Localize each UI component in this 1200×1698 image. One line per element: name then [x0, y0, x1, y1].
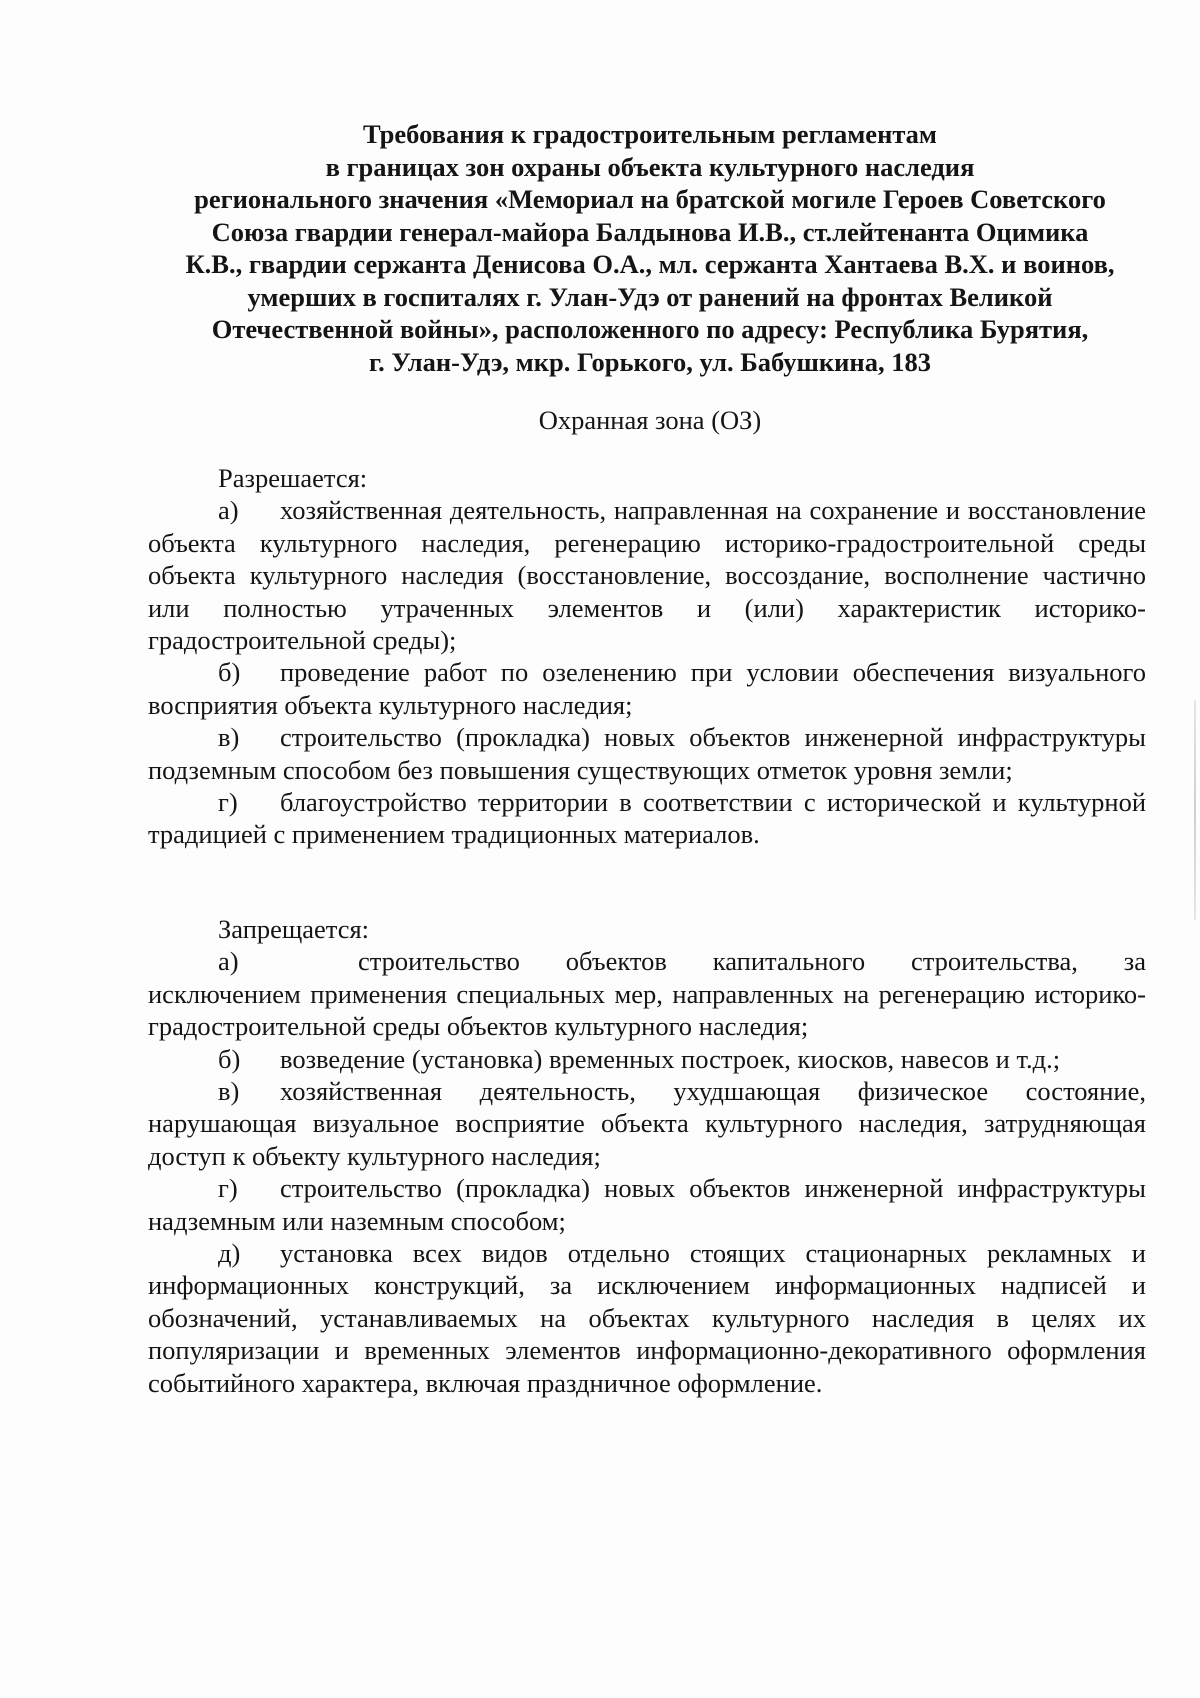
document-title: [140, 118, 1160, 378]
title-line: г. Улан-Удэ, мкр. Горького, ул. Бабушкина, 183: [369, 346, 931, 377]
item-marker: а): [218, 495, 239, 526]
forbidden-heading: Запрещается:: [218, 914, 370, 944]
title-line: Требования к градостроительным регламентам: [363, 119, 937, 149]
item-marker: б): [218, 1043, 241, 1074]
forbidden-section: [148, 913, 1146, 1399]
item-text: хозяйственная деятельность, направленная на сохранение и восстановление объекта культурного наследия, регенерацию историко-градостроительной среды объекта культурного наследия (восстановление, воссоздание, восполнение частично или полностью утраченных элементов и (или) характеристик историко-градостроительной среды);: [148, 495, 1146, 656]
forbidden-item-d: [148, 1237, 1146, 1399]
forbidden-item-b: [148, 1043, 1146, 1075]
item-text: хозяйственная деятельность, ухудшающая физическое состояние, нарушающая визуальное восприятие объекта культурного наследия, затрудняющая доступ к объекту культурного наследия;: [148, 1076, 1146, 1171]
item-marker: д): [218, 1238, 241, 1269]
item-marker: г): [218, 787, 238, 818]
title-line: умерших в госпиталях г. Улан-Удэ от ранений на фронтах Великой: [247, 281, 1053, 312]
allowed-item-b: [148, 656, 1146, 721]
item-text: благоустройство территории в соответствии с исторической и культурной традицией с применением традиционных материалов.: [148, 787, 1146, 850]
item-marker: в): [218, 722, 240, 753]
item-text: проведение работ по озеленению при условии обеспечения визуального восприятия объекта культурного наследия;: [148, 657, 1146, 720]
title-line: Союза гвардии генерал-майора Балдынова И.В., ст.лейтенанта Оцимика: [211, 216, 1089, 247]
item-text: строительство (прокладка) новых объектов инженерной инфраструктуры подземным способом без повышения существующих отметок уровня земли;: [148, 722, 1146, 785]
forbidden-item-v: [148, 1075, 1146, 1172]
zone-title: Охранная зона (ОЗ): [538, 405, 762, 435]
item-marker: в): [218, 1076, 240, 1107]
item-marker: а): [218, 946, 239, 977]
forbidden-item-a: [148, 945, 1146, 1042]
item-marker: б): [218, 657, 241, 688]
item-text: установка всех видов отдельно стоящих стационарных рекламных и информационных конструкций, за исключением информационных надписей и обозначений, устанавливаемых на объектах культурного наследия в целях их популяризации и временных элементов информационно-декоративного оформления событийного характера, включая праздничное оформление.: [148, 1238, 1146, 1398]
allowed-section: [148, 462, 1146, 851]
scan-edge-shadow: [1194, 700, 1196, 920]
item-text: строительство объектов капитального строительства, за исключением применения специальных мер, направленных на регенерацию историко-градостроительной среды объектов культурного наследия;: [148, 946, 1146, 1042]
title-line: К.В., гвардии сержанта Денисова О.А., мл. сержанта Хантаева В.Х. и воинов,: [185, 249, 1115, 279]
allowed-item-g: [148, 786, 1146, 851]
title-line: в границах зон охраны объекта культурного наследия: [325, 151, 975, 182]
title-line: регионального значения «Мемориал на братской могиле Героев Советского: [194, 184, 1106, 214]
allowed-item-v: [148, 721, 1146, 786]
allowed-item-a: [148, 494, 1146, 656]
item-text: строительство (прокладка) новых объектов инженерной инфраструктуры надземным или наземным способом;: [148, 1173, 1146, 1236]
allowed-heading: Разрешается:: [218, 463, 368, 493]
forbidden-item-g: [148, 1172, 1146, 1237]
item-marker: г): [218, 1173, 238, 1204]
title-line: Отечественной войны», расположенного по адресу: Республика Бурятия,: [211, 314, 1089, 344]
item-text: возведение (установка) временных построек, киосков, навесов и т.д.;: [280, 1043, 1061, 1074]
